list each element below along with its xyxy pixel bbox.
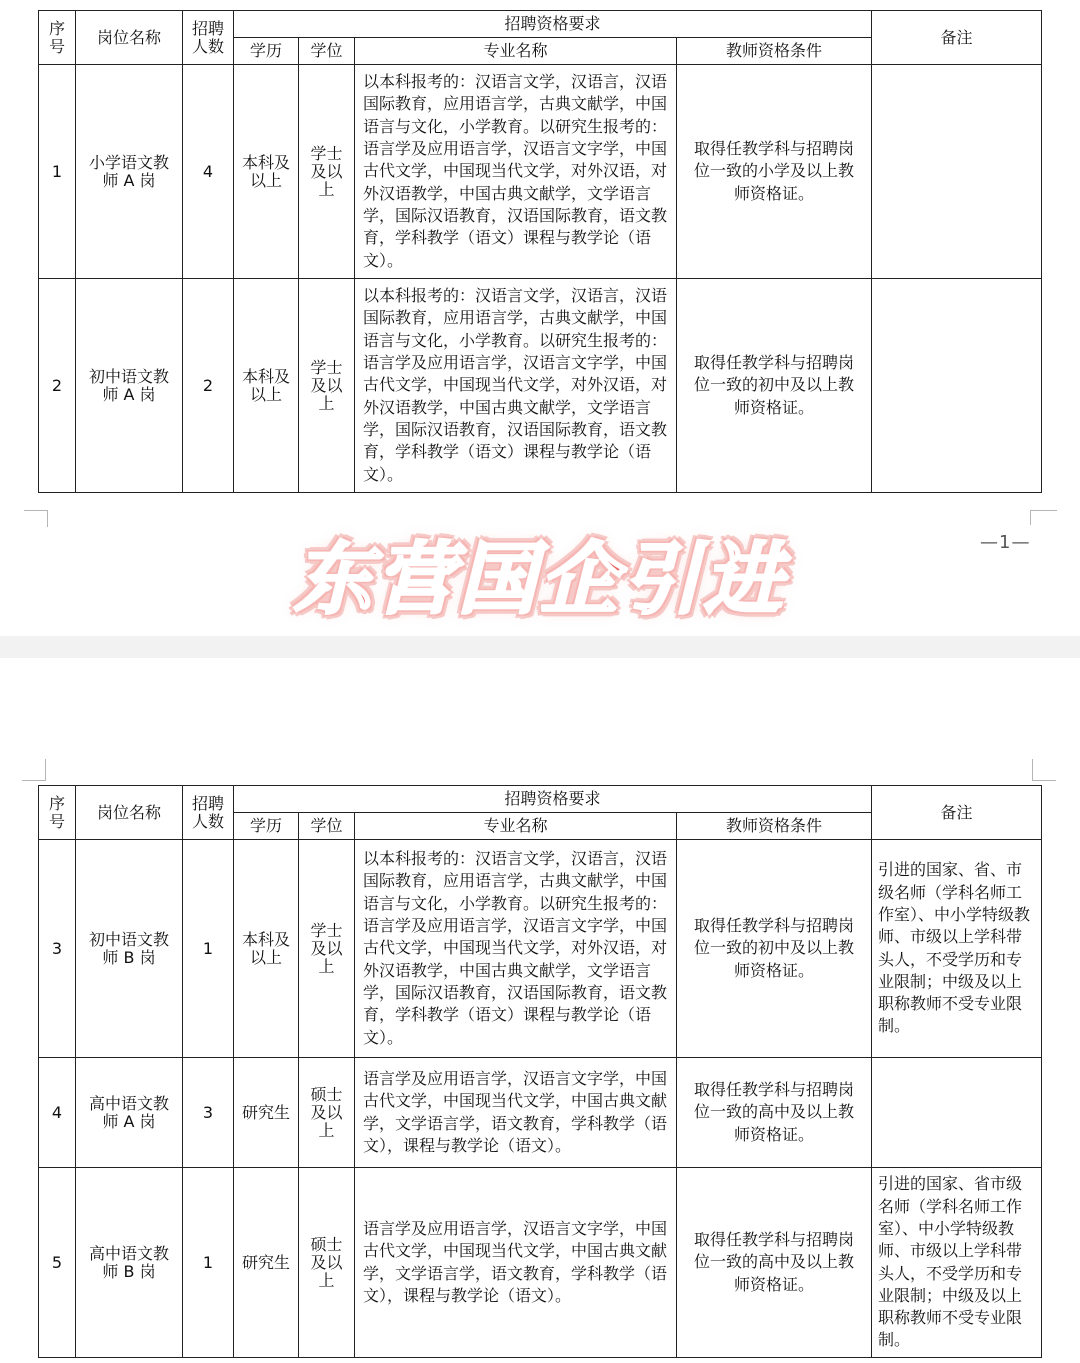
crop-mark-right [1030,510,1057,525]
cell-remark [872,279,1042,493]
header-major: 专业名称 [355,813,677,840]
header-education: 学历 [234,813,299,840]
cell-position: 初中语文教师 B 岗 [76,840,183,1058]
crop-mark-left-page-2 [22,780,46,781]
cell-seq: 1 [39,65,76,279]
cell-count: 3 [183,1058,234,1168]
cell-seq: 4 [39,1058,76,1168]
header-count: 招聘人数 [183,786,234,840]
header-teacher-cert: 教师资格条件 [677,38,872,65]
cell-count: 2 [183,279,234,493]
recruitment-table-page-1 [38,10,1042,493]
cell-count: 1 [183,1168,234,1358]
header-major: 专业名称 [355,38,677,65]
cell-position: 初中语文教师 A 岗 [76,279,183,493]
cell-seq: 2 [39,279,76,493]
cell-degree: 硕士及以上 [299,1058,355,1168]
header-position: 岗位名称 [76,786,183,840]
cell-seq: 3 [39,840,76,1058]
crop-mark-right-page-2 [1032,780,1056,781]
cell-major: 以本科报考的：汉语言文学，汉语言，汉语国际教育，应用语言学，古典文献学，中国语言与文化，小学教育。以研究生报考的：语言学及应用语言学，汉语言文字学，中国古代文学，中国现当代文学，对外汉语，对外汉语教学，中国古典文献学，文学语言学，国际汉语教育，汉语国际教育，语文教育，学科教学（语文）课程与教学论（语文）。 [355,840,677,1058]
cell-degree: 学士及以上 [299,65,355,279]
cell-degree: 硕士及以上 [299,1168,355,1358]
cell-remark [872,65,1042,279]
cell-position: 高中语文教师 A 岗 [76,1058,183,1168]
cell-education: 本科及以上 [234,840,299,1058]
cell-education: 研究生 [234,1058,299,1168]
table-row [39,279,1042,493]
cell-teacher-cert: 取得任教学科与招聘岗位一致的小学及以上教师资格证。 [677,65,872,279]
header-requirements: 招聘资格要求 [234,786,872,813]
cell-education: 本科及以上 [234,279,299,493]
table-row [39,840,1042,1058]
cell-major: 语言学及应用语言学，汉语言文字学，中国古代文学，中国现当代文学，中国古典文献学，文学语言学，语文教育，学科教学（语文），课程与教学论（语文）。 [355,1058,677,1168]
crop-mark-left [24,510,48,525]
header-remark: 备注 [872,786,1042,840]
header-degree: 学位 [299,813,355,840]
table-row [39,65,1042,279]
header-teacher-cert: 教师资格条件 [677,813,872,840]
cell-major: 以本科报考的：汉语言文学，汉语言，汉语国际教育，应用语言学，古典文献学，中国语言与文化，小学教育。以研究生报考的：语言学及应用语言学，汉语言文字学，中国古代文学，中国现当代文学，对外汉语，对外汉语教学，中国古典文献学，文学语言学，国际汉语教育，汉语国际教育，语文教育，学科教学（语文）课程与教学论（语文）。 [355,65,677,279]
cell-major: 语言学及应用语言学，汉语言文字学，中国古代文学，中国现当代文学，中国古典文献学，文学语言学，语文教育，学科教学（语文），课程与教学论（语文）。 [355,1168,677,1358]
cell-count: 4 [183,65,234,279]
overlay-banner-title: 东营国企引进 [293,535,786,625]
header-position: 岗位名称 [76,11,183,65]
header-requirements: 招聘资格要求 [234,11,872,38]
cell-education: 研究生 [234,1168,299,1358]
cell-teacher-cert: 取得任教学科与招聘岗位一致的初中及以上教师资格证。 [677,840,872,1058]
cell-seq: 5 [39,1168,76,1358]
cell-remark [872,1058,1042,1168]
page-gap [0,636,1080,658]
table-row [39,1058,1042,1168]
cell-count: 1 [183,840,234,1058]
cell-position: 小学语文教师 A 岗 [76,65,183,279]
cell-major: 以本科报考的：汉语言文学，汉语言，汉语国际教育，应用语言学，古典文献学，中国语言与文化，小学教育。以研究生报考的：语言学及应用语言学，汉语言文字学，中国古代文学，中国现当代文学，对外汉语，对外汉语教学，中国古典文献学，文学语言学，国际汉语教育，汉语国际教育，语文教育，学科教学（语文）课程与教学论（语文）。 [355,279,677,493]
header-seq: 序号 [39,11,76,65]
cell-remark: 引进的国家、省、市级名师（学科名师工作室）、中小学特级教师、市级以上学科带头人，不受学历和专业限制；中级及以上职称教师不受专业限制。 [872,840,1042,1058]
header-education: 学历 [234,38,299,65]
cell-degree: 学士及以上 [299,279,355,493]
cell-teacher-cert: 取得任教学科与招聘岗位一致的高中及以上教师资格证。 [677,1168,872,1358]
recruitment-table-page-2 [38,785,1042,1358]
cell-degree: 学士及以上 [299,840,355,1058]
cell-teacher-cert: 取得任教学科与招聘岗位一致的高中及以上教师资格证。 [677,1058,872,1168]
cell-teacher-cert: 取得任教学科与招聘岗位一致的初中及以上教师资格证。 [677,279,872,493]
cell-position: 高中语文教师 B 岗 [76,1168,183,1358]
table-row [39,1168,1042,1358]
cell-education: 本科及以上 [234,65,299,279]
header-degree: 学位 [299,38,355,65]
header-remark: 备注 [872,11,1042,65]
header-seq: 序号 [39,786,76,840]
header-count: 招聘人数 [183,11,234,65]
page-number: —1— [980,532,1031,553]
cell-remark: 引进的国家、省市级名师（学科名师工作室）、中小学特级教师、市级以上学科带头人，不受学历和专业限制；中级及以上职称教师不受专业限制。 [872,1168,1042,1358]
